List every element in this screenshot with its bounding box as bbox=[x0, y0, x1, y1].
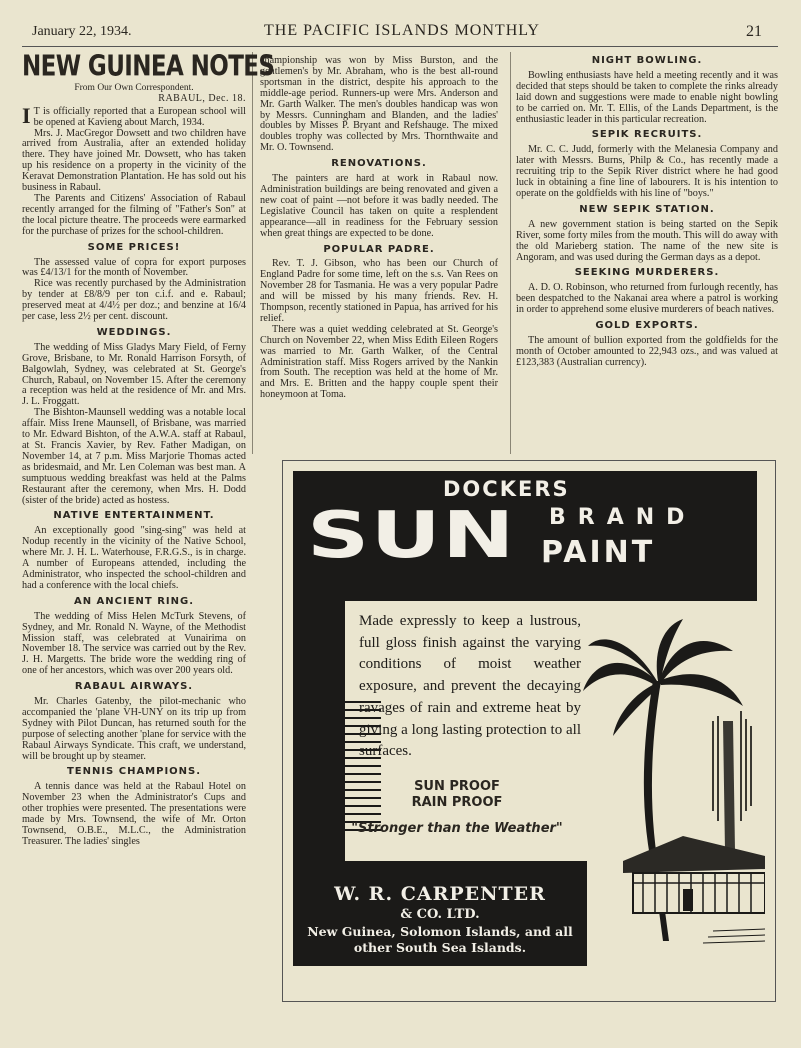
dateline: RABAUL, Dec. 18. bbox=[158, 92, 246, 104]
paint-advertisement bbox=[282, 460, 776, 1002]
column-3 bbox=[516, 56, 778, 369]
section-heading: POPULAR PADRE. bbox=[323, 243, 435, 255]
paragraph: Mr. Charles Gatenby, the pilot-mechanic who accompanied the 'plane VH-UNY on its trip up from Sydney with Pilot Duncan, has returned south for the purpose of selecting another 'plane for service with the Rabaul Airways Syndicate. This craft, we understand, will be brought up by steamer. bbox=[22, 696, 246, 762]
section-heading: SOME PRICES! bbox=[87, 241, 181, 253]
ad-banner bbox=[293, 471, 757, 601]
ad-paint-text: PAINT bbox=[541, 535, 656, 570]
sun-proof: SUN PROOF bbox=[414, 779, 500, 794]
paragraph: Mr. C. C. Judd, formerly with the Melanesia Company and later with Messrs. Burns, Philp & Co., has recently made a recruiting trip to the Sepik River district where he had good luck in obtaining a fine line of labourers. It is his intention to operate on the goldfields with his line of "boys." bbox=[516, 144, 778, 199]
section-heading: WEDDINGS. bbox=[96, 326, 172, 338]
paragraph: The amount of bullion exported from the goldfields for the month of October amounted to 22,943 ozs., and was valued at £123,383 (Australian currency). bbox=[516, 334, 778, 368]
company-name-line1: W. R. CARPENTER bbox=[334, 883, 546, 905]
article-title: NEW GUINEA NOTES bbox=[22, 50, 275, 84]
ad-body-copy: Made expressly to keep a lustrous, full gloss finish against the varying conditions of moist weather exposure, and prevent the decaying ravages of rain and extreme heat by giving a long lasting protection to all surfaces. bbox=[359, 613, 581, 760]
paragraph: There was a quiet wedding celebrated at St. George's Church on November 22, when Miss Edith Eileen Rogers was married to Mr. Garth Walker, of the Central Administration staff. Miss Rogers arrived by the Nankin from South. The reception was held at the home of Mr. and Mrs. E. Britten and the happy couple spent their honeymoon at Toma. bbox=[260, 323, 498, 401]
paragraph: The assessed value of copra for export purposes was £4/13/1 for the month of November. bbox=[22, 256, 246, 279]
paragraph: I T is officially reported that a European school will be opened at Kavieng about March, 1934. bbox=[22, 102, 246, 128]
paragraph: A new government station is being started on the Sepik River, some forty miles from the mouth. This will do away with the old Marieberg station. The name of the new site is Angoram, and was used during the German days as a depot. bbox=[516, 218, 778, 263]
paragraph: The painters are hard at work in Rabaul now. Administration buildings are being renovated and given a new coat of paint —not before it was badly needed. The Legislative Council has taken on quite a resplendent appearance—all in readiness for the February session when great things are expected to be done. bbox=[260, 173, 498, 239]
company-name-line2: & CO. LTD. bbox=[400, 907, 480, 922]
section-heading: RENOVATIONS. bbox=[331, 158, 427, 170]
drop-cap: I bbox=[22, 102, 31, 128]
byline: From Our Own Correspondent. bbox=[74, 82, 194, 93]
paragraph: The wedding of Miss Helen McTurk Stevens, of Sydney, and Mr. Ronald N. Wayne, of the Methodist Mission staff, was celebrated at Vunairima on November 18. The service was carried out by the Rev. J. H. Margetts. The bride wore the wedding ring of one of her ancestors, which was over 200 years old. bbox=[22, 610, 246, 677]
rain-proof: RAIN PROOF bbox=[411, 795, 503, 810]
header-rule bbox=[22, 46, 778, 47]
palm-tree-bungalow-illustration bbox=[583, 611, 765, 951]
paragraph: A. D. O. Robinson, who returned from furlough recently, has been despatched to the Nakanai area where a patrol is working in order to apprehend some elusive murderers of beach natives. bbox=[516, 282, 778, 316]
ad-dockers-text: DOCKERS bbox=[443, 477, 570, 501]
ad-slogan: "Stronger than the Weather" bbox=[351, 821, 563, 836]
paragraph: championship was won by Miss Burston, and the gentlemen's by Mr. Abraham, who is the best all-round sportsman in the district, despite his approach to the middle-age period. Runners-up were Mrs. Anderson and Mr. Garth Walker. The men's doubles handicap was won by Messrs. Cunningham and Blanden, and the ladies' doubles by Misses P. Bryant and Refshauge. The mixed doubles trophy was collected by Mrs. Thornthwaite and Mr. O. Townsend. bbox=[260, 55, 498, 154]
section-heading: NATIVE ENTERTAINMENT. bbox=[53, 510, 215, 522]
ad-sun-text: SUN bbox=[307, 499, 516, 573]
section-heading: NIGHT BOWLING. bbox=[591, 55, 703, 66]
section-heading: TENNIS CHAMPIONS. bbox=[66, 766, 202, 778]
section-heading: AN ANCIENT RING. bbox=[73, 595, 195, 607]
publication-title: THE PACIFIC ISLANDS MONTHLY bbox=[264, 22, 540, 39]
paragraph: A tennis dance was held at the Rabaul Hotel on November 23 when the Administrator's Cups and other trophies were presented. The presentations were made by Mrs. Townsend, the wife of Mr. Orton Townsend, O.B.E., M.L.C., the Administration Treasurer. The ladies' singles bbox=[22, 781, 246, 847]
ad-left-bar bbox=[293, 601, 345, 861]
ad-proof-lines bbox=[357, 779, 557, 811]
page-header bbox=[22, 20, 782, 46]
ad-brand-text: BRAND bbox=[549, 505, 697, 530]
section-heading: GOLD EXPORTS. bbox=[595, 320, 699, 332]
issue-date: January 22, 1934. bbox=[32, 24, 132, 39]
paragraph: The Bishton-Maunsell wedding was a notable local affair. Miss Irene Maunsell, of Brisbane, was married to Mr. Edward Bishton, of the A.W.A. staff at Rabaul, at St. Francis Xavier, by Rev. Father Madigan, on November 14, at 7 p.m. Miss Marjorie Thomas acted as bridesmaid, and Mr. Len Coleman was best man. A sumptuous wedding breakfast was held at the Palms Restaurant after the ceremony, when Mrs. H. Dodd (sister of the bride) acted as hostess. bbox=[22, 407, 246, 506]
section-heading: SEPIK RECRUITS. bbox=[591, 129, 703, 141]
paragraph: The Parents and Citizens' Association of Rabaul recently arranged for the filming of "Father's Son" at the local picture theatre. The proceeds were earmarked for the purchase of prizes for the school-children. bbox=[22, 192, 246, 237]
section-heading: RABAUL AIRWAYS. bbox=[74, 681, 194, 693]
paragraph: Rev. T. J. Gibson, who has been our Church of England Padre for some time, left on the s.s. Van Rees on November 28 for Tasmania. He was a very popular Padre and will be missed by his many friends. Rev. H. Thompson, recently stationed in Papua, has arrived for his relief. bbox=[260, 258, 498, 324]
ad-company-name bbox=[293, 883, 587, 956]
column-divider bbox=[510, 52, 511, 454]
company-territories: New Guinea, Solomon Islands, and all other South Sea Islands. bbox=[307, 924, 573, 955]
paragraph: The wedding of Miss Gladys Mary Field, of Ferny Grove, Brisbane, to Mr. Ronald Harrison Forsyth, of Balgowlah, Sydney, was celebrated at St. George's Church, Rabaul, on November 15. After the ceremony a reception was held at the residence of Mr. and Mrs. J. L. Froggatt. bbox=[22, 341, 246, 408]
section-heading: SEEKING MURDERERS. bbox=[574, 267, 720, 279]
page-number: 21 bbox=[746, 23, 762, 40]
column-divider bbox=[252, 52, 253, 454]
column-1 bbox=[22, 50, 275, 848]
section-heading: NEW SEPIK STATION. bbox=[579, 203, 715, 215]
paragraph: Rice was recently purchased by the Administration by tender at £8/8/9 per ton c.i.f. and e. Rabaul; preserved meat at 4/4½ per doz.; and benzine at 16/4 per case, less 2½ per cent. discount. bbox=[22, 278, 246, 323]
paragraph: Mrs. J. MacGregor Dowsett and two children have arrived from Australia, after an extended holiday there. They have joined Mr. Dowsett, who has taken up his residence on a property in the vicinity of the Keravat Demonstration Plantation. He has sold out his business in Rabaul. bbox=[22, 127, 246, 194]
column-2 bbox=[260, 56, 498, 401]
paragraph: Bowling enthusiasts have held a meeting recently and it was decided that steps should be taken to complete the rinks already laid down and suggestions were made to enable night bowling to be carried on. Mr. T. Ellis, of the Lands Department, is the enthusiastic leader in this particular recreation. bbox=[516, 69, 778, 125]
paragraph: An exceptionally good "sing-sing" was held at Nodup recently in the vicinity of the Native School, where Mr. J. H. L. Waterhouse, F.R.G.S., is in charge. A number of Europeans attended, including the Administrator, who inspected the school-children and had a conference with the local chiefs. bbox=[22, 525, 246, 591]
